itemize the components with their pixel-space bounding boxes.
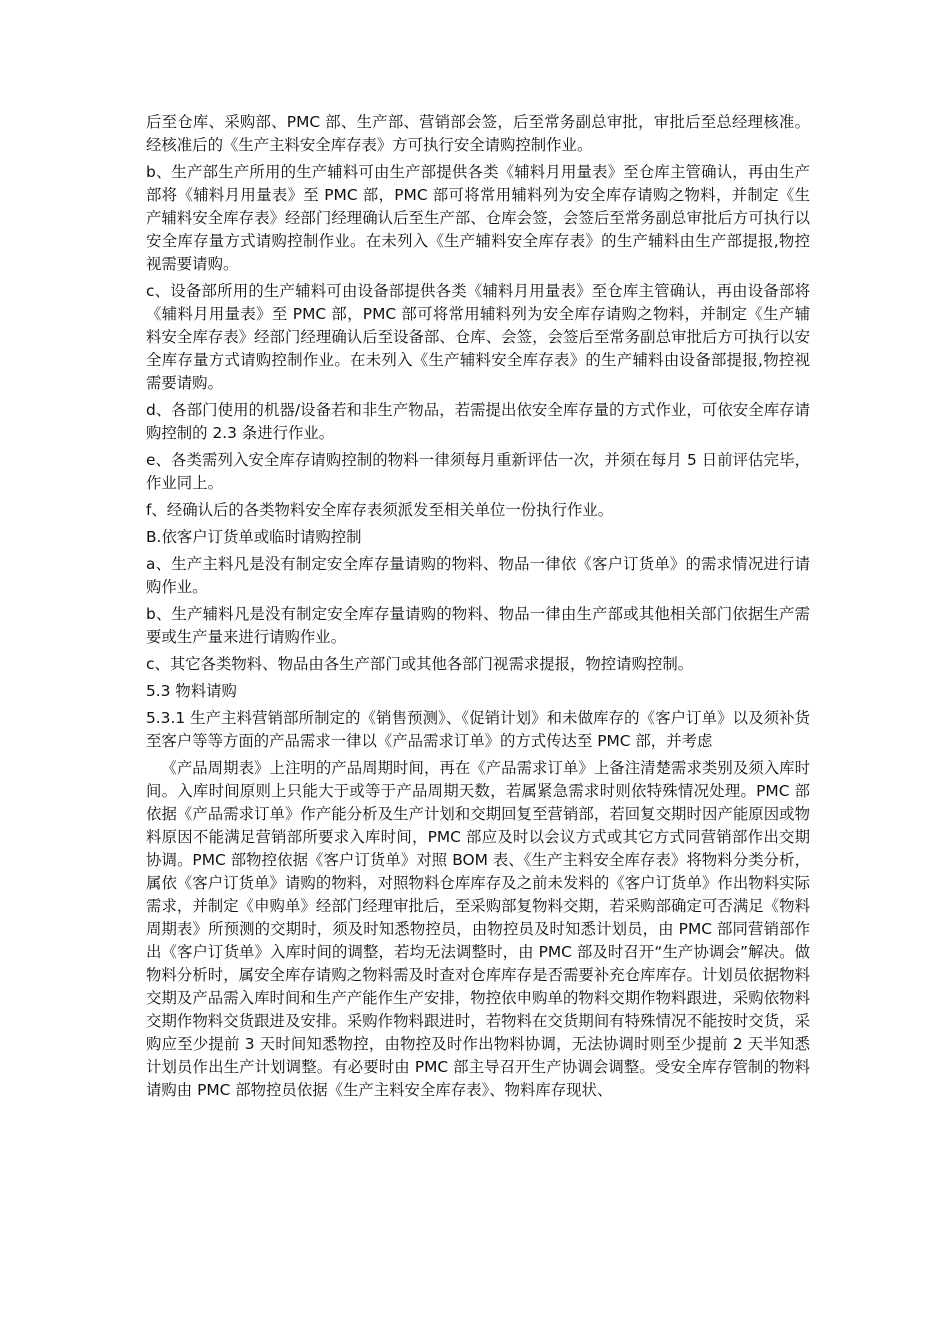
section-heading-b: B.依客户订货单或临时请购控制 (146, 528, 362, 546)
section-heading-5-3: 5.3 物料请购 (146, 682, 237, 700)
paragraph-item-e: e、各类需列入安全库存请购控制的物料一律须每月重新评估一次，并须在每月 5 日前评估完毕，作业同上。 (146, 451, 810, 492)
paragraph-item-d: d、各部门使用的机器/设备若和非生产物品，若需提出依安全库存量的方式作业，可依安全库存请购控制的 2.3 条进行作业。 (146, 401, 810, 442)
paragraph-continued: 后至仓库、采购部、PMC 部、生产部、营销部会签，后至常务副总审批，审批后至总经理核准。经核准后的《生产主料安全库存表》方可执行安全请购控制作业。 (146, 113, 810, 154)
paragraph-item-f: f、经确认后的各类物料安全库存表须派发至相关单位一份执行作业。 (146, 501, 614, 519)
paragraph-item-c2: c、其它各类物料、物品由各生产部门或其他各部门视需求提报，物控请购控制。 (146, 655, 694, 673)
paragraph-item-b2: b、生产辅料凡是没有制定安全库存量请购的物料、物品一律由生产部或其他相关部门依据生产需要或生产量来进行请购作业。 (146, 605, 810, 646)
paragraph-5-3-1-continued: 《产品周期表》上注明的产品周期时间，再在《产品需求订单》上备注清楚需求类别及须入库时间。入库时间原则上只能大于或等于产品周期天数，若属紧急需求时则依特殊情况处理。PMC 部依据《产品需求订单》作产能分析及生产计划和交期回复至营销部，若回复交期时因产能原因或物料原因不能满足营销部所要求入库时间，PMC 部应及时以会议方式或其它方式同营销部作出交期协调。PMC 部物控依据《客户订货单》对照 BOM 表、《生产主料安全库存表》将物料分类分析，属依《客户订货单》请购的物料，对照物料仓库库存及之前未发料的《客户订货单》作出物料实际需求，并制定《申购单》经部门经理审批后，至采购部复物料交期，若采购部确定可否满足《物料周期表》所预测的交期时，须及时知悉物控员，由物控员及时知悉计划员，由 PMC 部同营销部作出《客户订货单》入库时间的调整，若均无法调整时，由 PMC 部及时召开“生产协调会”解决。做物料分析时，属安全库存请购之物料需及时查对仓库库存是否需要补充仓库库存。计划员依据物料交期及产品需入库时间和生产产能作生产安排，物控依申购单的物料交期作物料跟进，采购依物料交期作物料交货跟进及安排。采购作物料跟进时，若物料在交货期间有特殊情况不能按时交货，采购应至少提前 3 天时间知悉物控，由物控及时作出物料协调，无法协调时则至少提前 2 天半知悉计划员作出生产计划调整。有必要时由 PMC 部主导召开生产协调会调整。受安全库存管制的物料请购由 PMC 部物控员依据《生产主料安全库存表》、物料库存现状、 (146, 759, 810, 1099)
paragraph-item-a2: a、生产主料凡是没有制定安全库存量请购的物料、物品一律依《客户订货单》的需求情况进行请购作业。 (146, 555, 810, 596)
paragraph-5-3-1: 5.3.1 生产主料营销部所制定的《销售预测》、《促销计划》和未做库存的《客户订单》以及须补货至客户等等方面的产品需求一律以《产品需求订单》的方式传达至 PMC 部，并考虑 (146, 709, 810, 750)
paragraph-item-c: c、设备部所用的生产辅料可由设备部提供各类《辅料月用量表》至仓库主管确认，再由设备部将《辅料月用量表》至 PMC 部，PMC 部可将常用辅料列为安全库存请购之物料，并制定《生产辅料安全库存表》经部门经理确认后至设备部、仓库、会签，会签后至常务副总审批后方可执行以安全库存量方式请购控制作业。在未列入《生产辅料安全库存表》的生产辅料由设备部提报,物控视需要请购。 (146, 282, 810, 392)
paragraph-item-b: b、生产部生产所用的生产辅料可由生产部提供各类《辅料月用量表》至仓库主管确认，再由生产部将《辅料月用量表》至 PMC 部，PMC 部可将常用辅料列为安全库存请购之物料，并制定《生产辅料安全库存表》经部门经理确认后至生产部、仓库会签，会签后至常务副总审批后方可执行以安全库存量方式请购控制作业。在未列入《生产辅料安全库存表》的生产辅料由生产部提报,物控视需要请购。 (146, 163, 810, 273)
